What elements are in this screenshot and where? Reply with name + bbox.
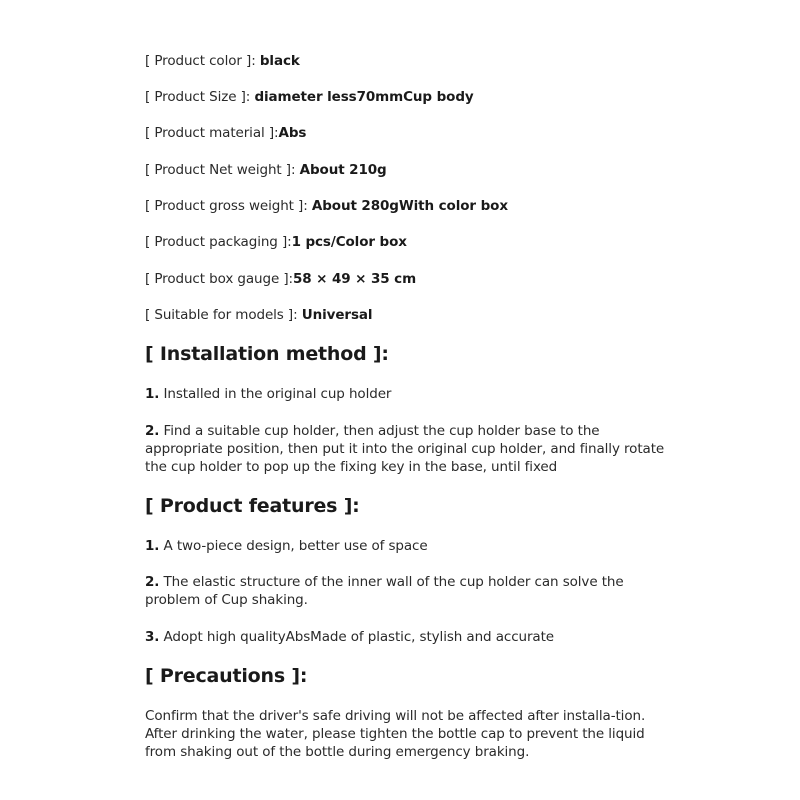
precautions-text: Confirm that the driver's safe driving will not be affected after installa-tion. After drinking the water, please tighten the bottle cap to prevent the liquid from shaking out of the bottle during emergency braking. <box>145 708 646 760</box>
spec-value: About 210g <box>299 162 387 178</box>
item-number: 1. <box>145 538 160 554</box>
item-number: 2. <box>145 574 160 590</box>
item-text: Installed in the original cup holder <box>163 386 392 402</box>
spec-value: About 280gWith color box <box>311 198 508 214</box>
spec-label: [ Product gross weight ]: <box>145 198 308 214</box>
spec-packaging <box>145 233 407 251</box>
spec-label: [ Product color ]: <box>145 53 256 69</box>
spec-box-gauge <box>145 270 416 288</box>
installation-item <box>145 385 665 403</box>
precautions-heading: [ Precautions ]: <box>145 665 308 687</box>
spec-suitable-models <box>145 306 372 324</box>
spec-label: [ Product Net weight ]: <box>145 162 296 178</box>
item-number: 2. <box>145 423 160 439</box>
spec-value: black <box>259 53 300 69</box>
spec-gross-weight <box>145 197 508 215</box>
spec-label: [ Product material ]: <box>145 125 279 141</box>
feature-item <box>145 537 665 555</box>
spec-product-size <box>145 88 474 106</box>
spec-label: [ Product Size ]: <box>145 89 251 105</box>
installation-heading: [ Installation method ]: <box>145 343 389 365</box>
spec-value: Universal <box>301 307 373 323</box>
spec-value: 58 × 49 × 35 cm <box>292 271 417 287</box>
feature-item <box>145 628 665 646</box>
item-text: Find a suitable cup holder, then adjust the cup holder base to the appropriate position, then put it into the original cup holder, and finally rotate the cup holder to pop up the fixing key in the base, until fixed <box>145 423 665 475</box>
spec-value: 1 pcs/Color box <box>291 234 407 250</box>
item-number: 1. <box>145 386 160 402</box>
spec-label: [ Product packaging ]: <box>145 234 292 250</box>
spec-value: Abs <box>278 125 307 141</box>
installation-item <box>145 422 665 476</box>
spec-label: [ Product box gauge ]: <box>145 271 293 287</box>
spec-label: [ Suitable for models ]: <box>145 307 298 323</box>
item-text: The elastic structure of the inner wall of the cup holder can solve the problem of Cup shaking. <box>145 574 624 608</box>
spec-net-weight <box>145 161 387 179</box>
spec-product-material <box>145 124 306 142</box>
features-heading: [ Product features ]: <box>145 495 360 517</box>
item-number: 3. <box>145 629 160 645</box>
feature-item <box>145 573 665 609</box>
item-text: Adopt high qualityAbsMade of plastic, stylish and accurate <box>163 629 555 645</box>
item-text: A two-piece design, better use of space <box>163 538 428 554</box>
spec-value: diameter less70mmCup body <box>254 89 474 105</box>
spec-product-color <box>145 52 300 70</box>
